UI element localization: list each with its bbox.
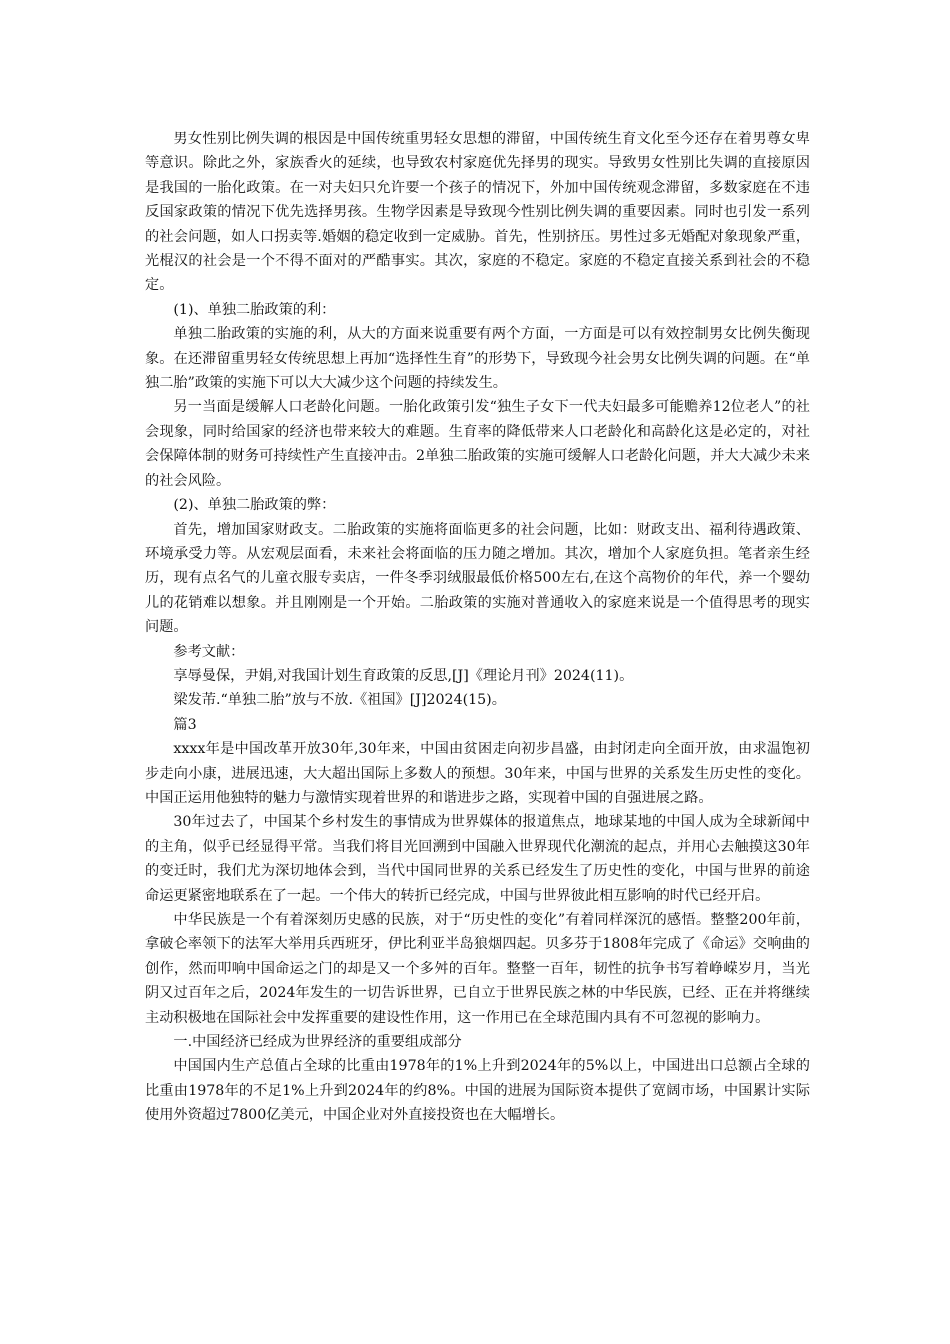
paragraph-reform-30-years: xxxx年是中国改革开放30年,30年来，中国由贫困走向初步昌盛，由封闭走向全面开放，由求温饱初步走向小康，进展迅速，大大超出国际上多数人的预想。30年来，中国与世界的关系发生历史性的变化。中国正运用他独特的魅力与激情实现着世界的和谐进步之路，实现着中国的自强进展之路。: [145, 741, 810, 806]
paragraph-gender-ratio-cause: 男女性别比例失调的根因是中国传统重男轻女思想的滞留，中国传统生育文化至今还存在着男尊女卑等意识。除此之外，家族香火的延续，也导致农村家庭优先择男的现实。导致男女性别比失调的直接原因是我国的一胎化政策。在一对夫妇只允许要一个孩子的情况下，外加中国传统观念滞留，多数家庭在不违反国家政策的情况下优先选择男孩。生物学因素是导致现今性别比例失调的重要因素。同时也引发一系列的社会问题，如人口拐卖等.婚姻的稳定收到一定威胁。首先，性别挤压。男性过多无婚配对象现象严重，光棍汉的社会是一个不得不面对的严酷事实。其次，家庭的不稳定。家庭的不稳定直接关系到社会的不稳定。: [145, 131, 810, 294]
section-title-part-3: 篇3: [173, 716, 197, 733]
subheading-china-economy: 一.中国经济已经成为世界经济的重要组成部分: [173, 1034, 462, 1051]
paragraph-gdp-share: 中国国内生产总值占全球的比重由1978年的1%上升到2024年的5%以上，中国进出口总额占全球的比重由1978年的不足1%上升到2024年的约8%。中国的进展为国际资本提供了宽阔市场，中国累计实际使用外资超过7800亿美元，中国企业对外直接投资也在大幅增长。: [145, 1058, 810, 1124]
heading-policy-benefits: (1)、单独二胎政策的利：: [173, 301, 336, 318]
paragraph-drawbacks: 首先，增加国家财政支。二胎政策的实施将面临更多的社会问题，比如：财政支出、福利待遇政策、环境承受力等。从宏观层面看，未来社会将面临的压力随之增加。其次，增加个人家庭负担。笔者亲生经历，现有点名气的儿童衣服专卖店，一件冬季羽绒服最低价格500左右,在这个高物价的年代，养一个婴幼儿的花销难以想象。并且刚刚是一个开始。二胎政策的实施对普通收入的家庭来说是一个值得思考的现实问题。: [145, 521, 810, 636]
paragraph-30-years-passed: 30年过去了，中国某个乡村发生的事情成为世界媒体的报道焦点，地球某地的中国人成为全球新闻中的主角，似乎已经显得平常。当我们将目光回溯到中国融入世界现代化潮流的起点，并用心去触摸这30年的变迁时，我们尤为深切地体会到，当代中国同世界的关系已经发生了历史性的变化，中国与世界的前途命运更紧密地联系在了一起。一个伟大的转折已经完成，中国与世界彼此相互影响的时代已经开启。: [145, 814, 810, 904]
document-body: [145, 127, 810, 1128]
reference-item-2: 梁发芾.“单独二胎”放与不放.《祖国》[J]2024(15)。: [173, 692, 506, 709]
reference-item-1: 享辱曼保，尹娟,对我国计划生育政策的反思,[J]《理论月刊》2024(11)。: [173, 667, 634, 684]
heading-policy-drawbacks: (2)、单独二胎政策的弊：: [173, 497, 336, 514]
paragraph-benefit-aging: 另一当面是缓解人口老龄化问题。一胎化政策引发“独生子女下一代夫妇最多可能赡养12位老人”的社会现象，同时给国家的经济也带来较大的难题。生育率的降低带来人口老龄化和高龄化这是必定的，对社会保障体制的财务可持续性产生直接冲击。2单独二胎政策的实施可缓解人口老龄化问题，并大大减少未来的社会风险。: [145, 399, 810, 489]
references-heading: 参考文献：: [173, 643, 245, 660]
paragraph-benefit-gender-balance: 单独二胎政策的实施的利，从大的方面来说重要有两个方面，一方面是可以有效控制男女比例失衡现象。在还滞留重男轻女传统思想上再加“选择性生育”的形势下，导致现今社会男女比例失调的问题。在“单独二胎”政策的实施下可以大大减少这个问题的持续发生。: [145, 326, 810, 392]
paragraph-historical-change: 中华民族是一个有着深刻历史感的民族，对于“历史性的变化”有着同样深沉的感悟。整整200年前，拿破仑率领下的法军大举用兵西班牙，伊比利亚半岛狼烟四起。贝多芬于1808年完成了《命运》交响曲的创作，然而叩响中国命运之门的却是又一个多舛的百年。整整一百年，韧性的抗争书写着峥嵘岁月，当光阴又过百年之后，2024年发生的一切告诉世界，已自立于世界民族之林的中华民族，已经、正在并将继续主动积极地在国际社会中发挥重要的建设性作用，这一作用已在全球范围内具有不可忽视的影响力。: [145, 912, 810, 1026]
